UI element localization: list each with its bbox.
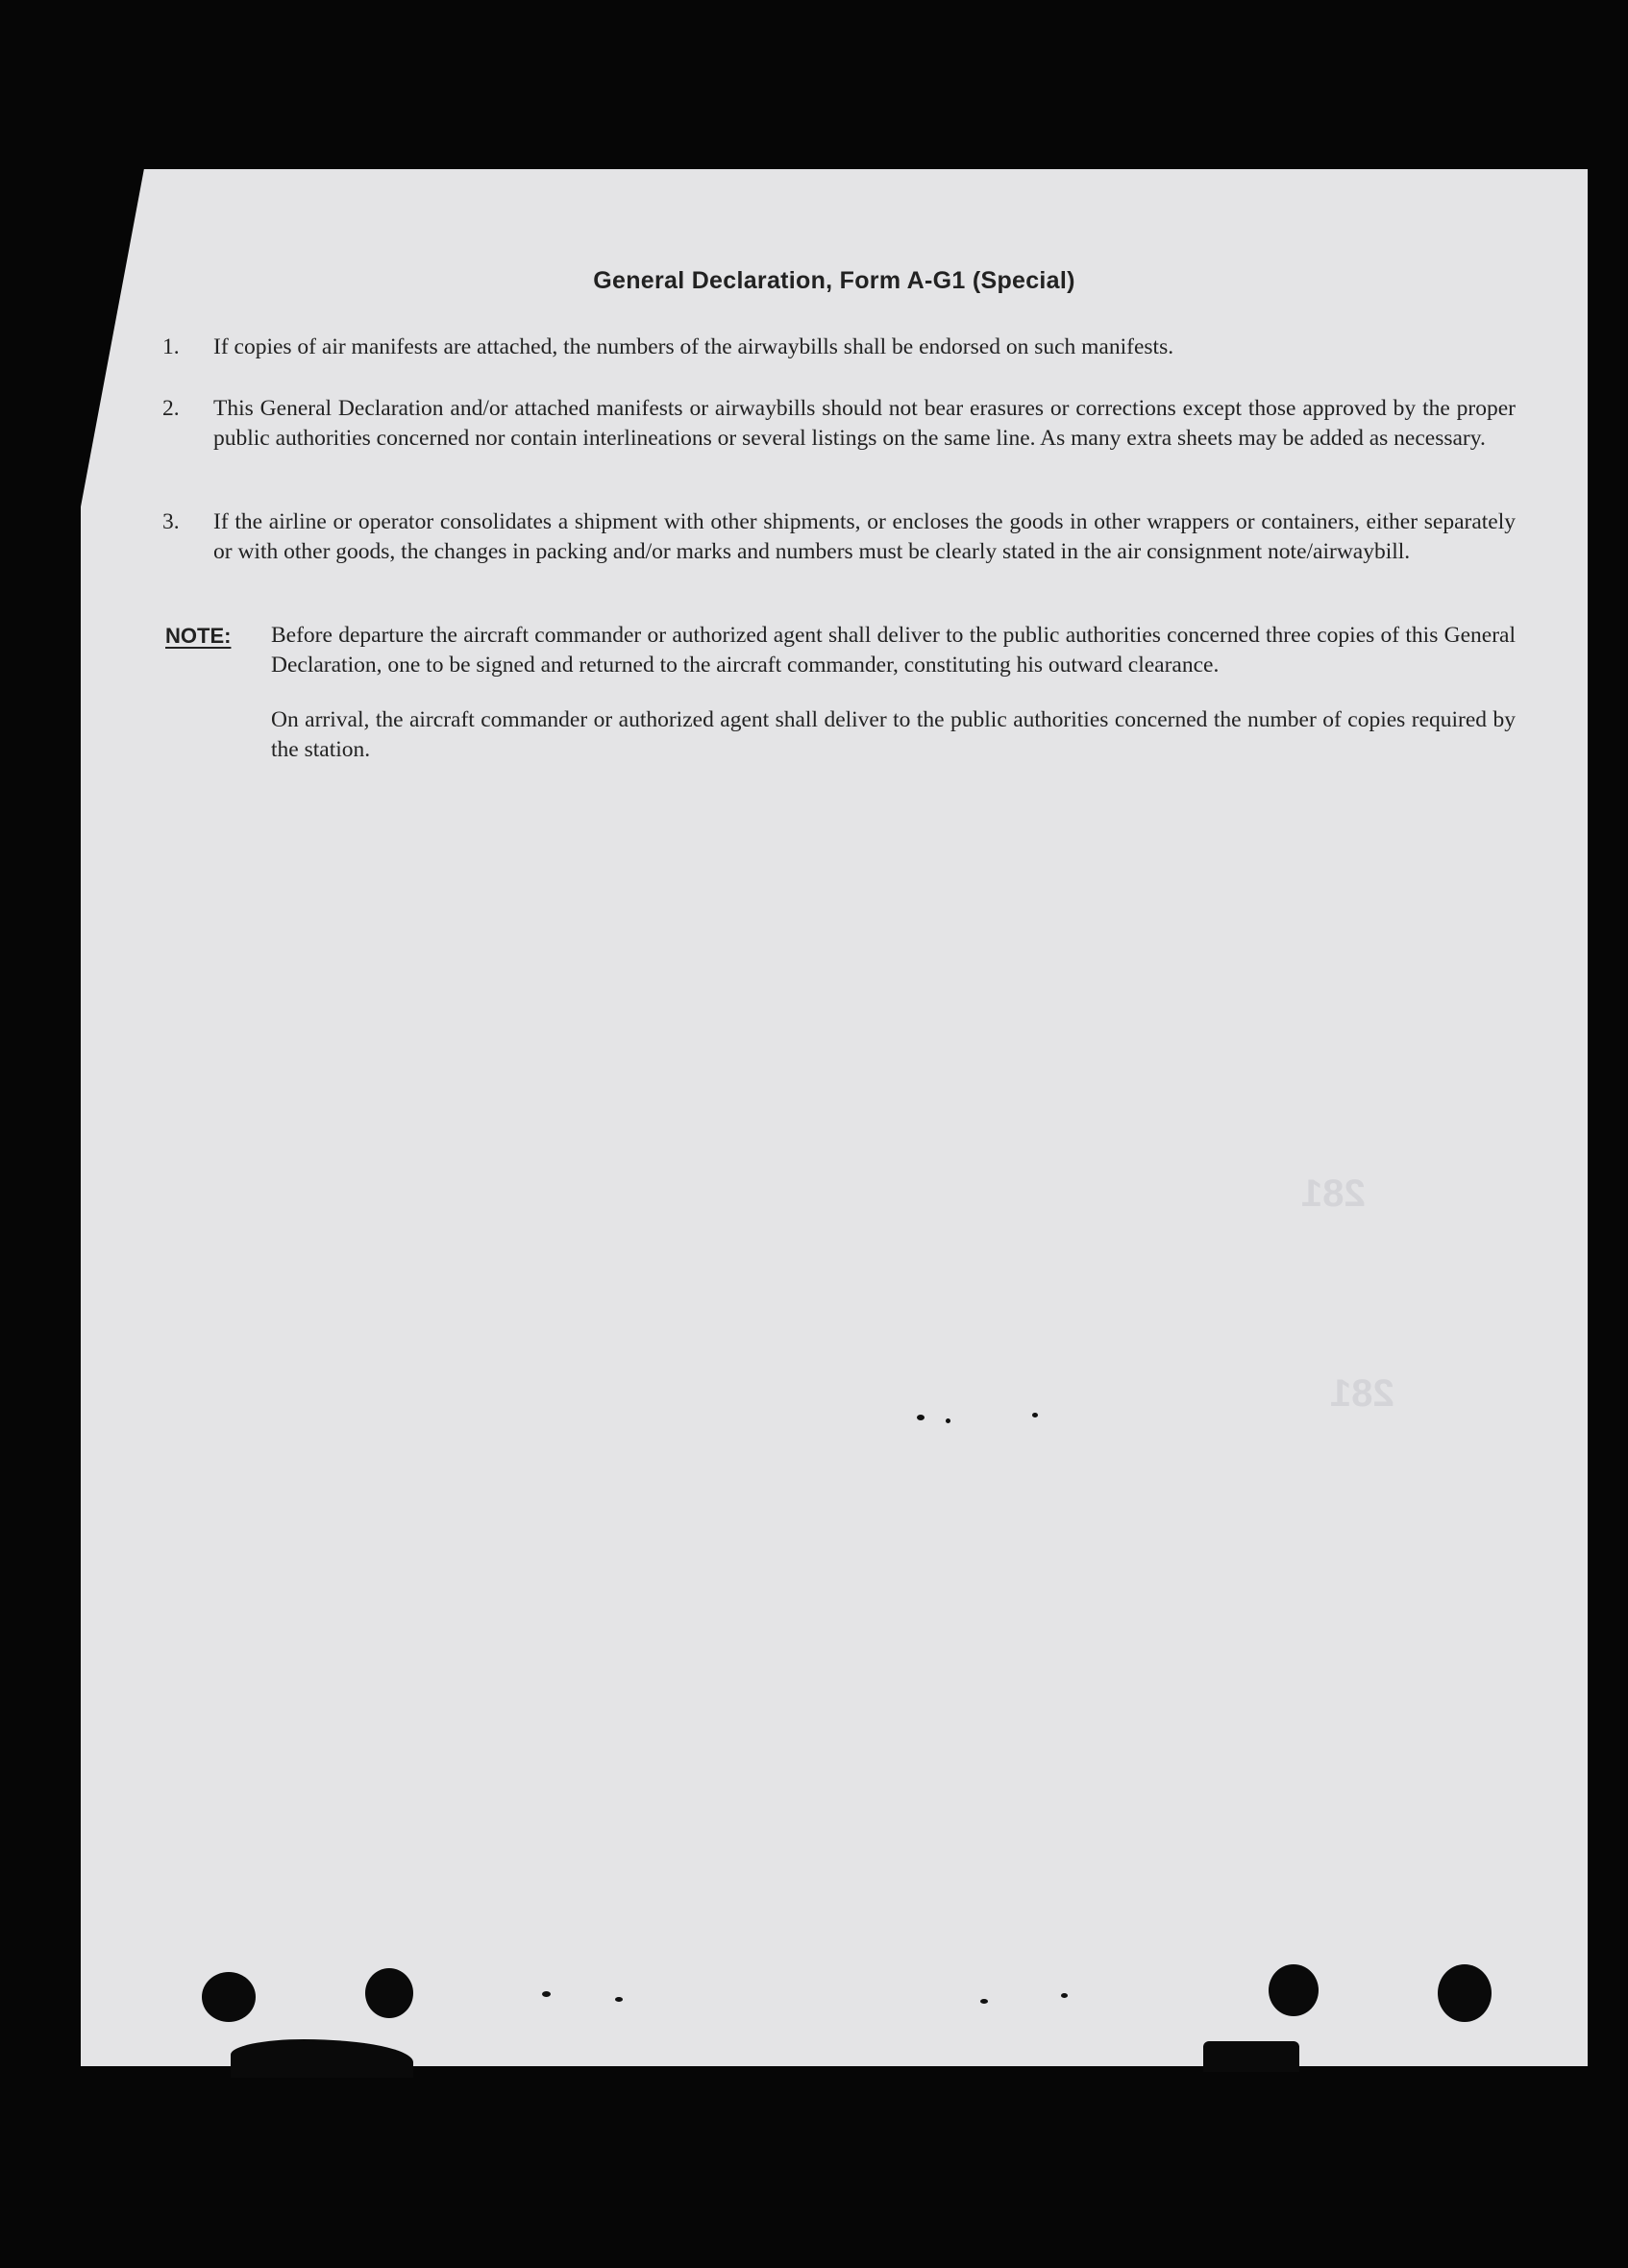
item-number: 2. (162, 396, 180, 421)
torn-edge (1203, 2041, 1299, 2072)
document-content (81, 169, 1588, 2066)
punch-hole (202, 1972, 256, 2022)
instruction-item-2 (162, 394, 1516, 454)
bleed-through-number: 281 (1330, 1372, 1394, 1415)
speck-mark (1061, 1993, 1068, 1998)
speck-mark (1032, 1413, 1038, 1418)
note-section (165, 621, 1516, 765)
speck-mark (615, 1997, 623, 2002)
speck-mark (917, 1415, 925, 1420)
speck-mark (946, 1418, 950, 1423)
item-text: If the airline or operator consolidates a shipment with other shipments, or encloses the goods in other wrappers or containers, either separately or with other goods, the changes in packing and/or marks and numbers must be clearly stated in the air consignment note/airwaybill. (213, 509, 1516, 564)
note-label: NOTE: (165, 624, 232, 648)
speck-mark (980, 1999, 988, 2004)
instruction-item-1 (162, 333, 1516, 362)
speck-mark (542, 1991, 551, 1997)
item-number: 1. (162, 334, 180, 359)
punch-hole (1438, 1964, 1492, 2022)
document-title: General Declaration, Form A-G1 (Special) (593, 267, 1075, 294)
item-text: If copies of air manifests are attached, the numbers of the airwaybills shall be endorsed on such manifests. (213, 334, 1174, 359)
instruction-item-3 (162, 507, 1516, 567)
note-paragraph-arrival: On arrival, the aircraft commander or authorized agent shall deliver to the public authorities concerned the number of copies required by the station. (271, 707, 1516, 762)
punch-hole (365, 1968, 413, 2018)
punch-hole (1269, 1964, 1319, 2016)
bleed-through-number: 281 (1301, 1172, 1366, 1215)
note-paragraph-departure: Before departure the aircraft commander or authorized agent shall deliver to the public authorities concerned three copies of this General Declaration, one to be signed and returned to the aircraft commander, constituting his outward clearance. (271, 623, 1516, 678)
item-text: This General Declaration and/or attached manifests or airwaybills should not bear erasures or corrections except those approved by the proper public authorities concerned nor contain interlineations or several listings on the same line. As many extra sheets may be added as necessary. (213, 396, 1516, 451)
item-number: 3. (162, 509, 180, 534)
